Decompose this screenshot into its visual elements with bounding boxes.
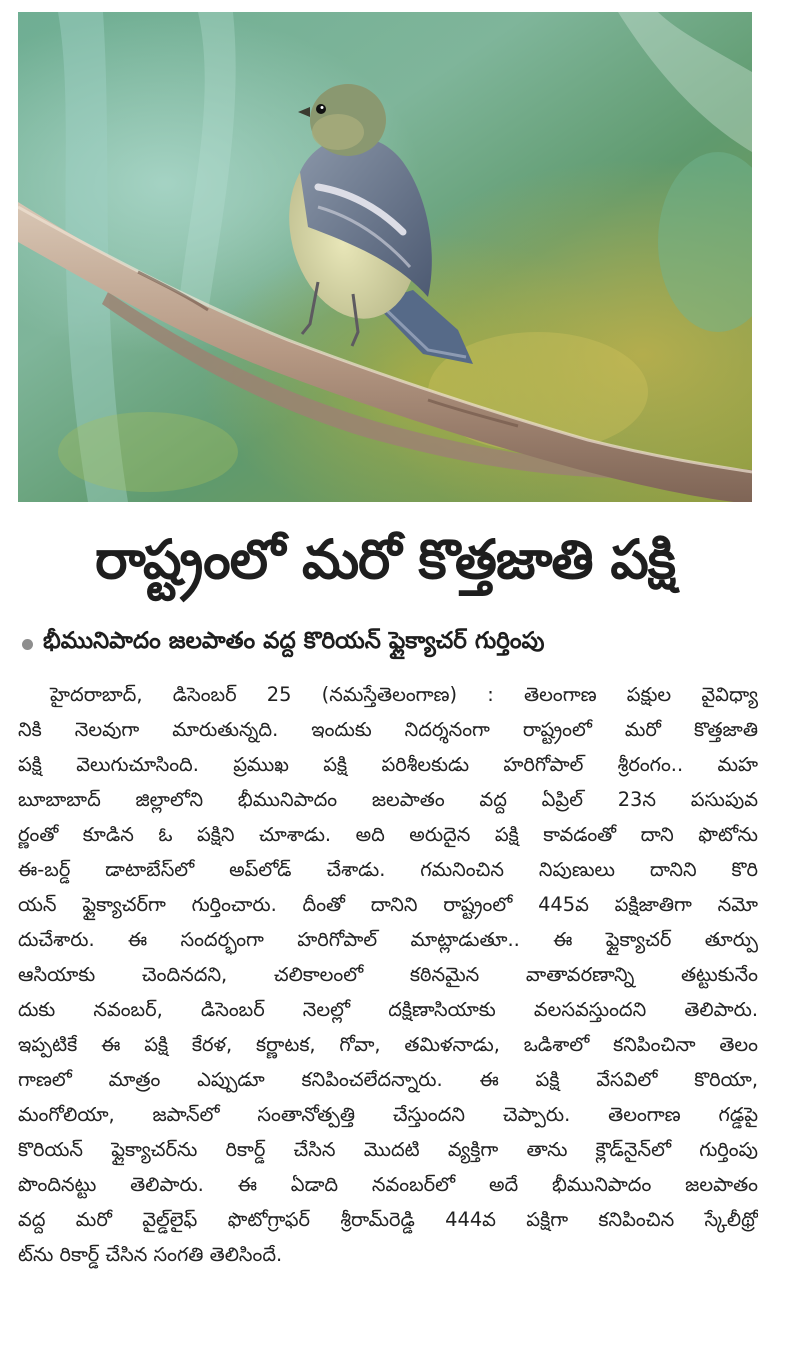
- body-line: దుకు నవంబర్, డిసెంబర్ నెలల్లో దక్షిణాసియాకు వలసవస్తుందని తెలిపారు.: [18, 998, 758, 1021]
- body-line: వద్ద మరో వైల్డ్‌లైఫ్ ఫొటోగ్రాఫర్ శ్రీరామ్‌రెడ్డి 444వ పక్షిగా కనిపించిన స్కేలీథ్రో: [18, 1208, 758, 1231]
- body-line-last: ట్‌ను రికార్డ్ చేసిన సంగతి తెలిసిందే.: [18, 1243, 283, 1266]
- body-line: ర్ణంతో కూడిన ఓ పక్షిని చూశాడు. అది అరుదైన పక్షి కావడంతో దాని ఫొటోను: [18, 823, 758, 846]
- article-body: [18, 677, 758, 1272]
- body-line: ఇప్పటికే ఈ పక్షి కేరళ, కర్ణాటక, గోవా, తమిళనాడు, ఒడిశాలో కనిపించినా తెలం: [18, 1033, 758, 1056]
- body-line: దుచేశారు. ఈ సందర్భంగా హరిగోపాల్ మాట్లాడుతూ.. ఈ ఫ్లైక్యాచర్ తూర్పు: [18, 928, 758, 951]
- body-line: హైదరాబాద్, డిసెంబర్ 25 (నమస్తేతెలంగాణ) : తెలంగాణ పక్షుల వైవిధ్యా: [50, 683, 758, 706]
- body-line: పక్షి వెలుగుచూసింది. ప్రముఖ పక్షి పరిశీలకుడు హరిగోపాల్ శ్రీరంగం.. మహ: [18, 753, 758, 776]
- subheadline-text: భీమునిపాదం జలపాతం వద్ద కొరియన్ ఫ్లైక్యాచర్ గుర్తింపు: [43, 628, 545, 654]
- body-line: ఆసియాకు చెందినదని, చలికాలంలో కఠినమైన వాతావరణాన్ని తట్టుకునేం: [18, 963, 758, 986]
- article-subheadline: [18, 622, 758, 666]
- body-line: గాణలో మాత్రం ఎప్పుడూ కనిపించలేదన్నారు. ఈ పక్షి వేసవిలో కొరియా,: [18, 1068, 758, 1091]
- article-headline: రాష్ట్రంలో మరో కొత్తజాతి పక్షి: [95, 527, 675, 591]
- body-line: కొరియన్ ఫ్లైక్యాచర్‌ను రికార్డ్ చేసిన మొదటి వ్యక్తిగా తాను క్లౌడ్‌నైన్‌లో గుర్తింపు: [18, 1138, 758, 1161]
- bullet-icon: [22, 639, 33, 650]
- article-photo-bird: [18, 12, 752, 502]
- body-line: నికి నెలవుగా మారుతున్నది. ఇందుకు నిదర్శనంగా రాష్ట్రంలో మరో కొత్తజాతి: [18, 718, 758, 741]
- body-line: పొందినట్టు తెలిపారు. ఈ ఏడాది నవంబర్‌లో అదే భీమునిపాదం జలపాతం: [18, 1173, 758, 1196]
- body-line: ఈ-బర్డ్ డాటాబేస్‌లో అప్‌లోడ్ చేశాడు. గమనించిన నిపుణులు దానిని కొరి: [18, 858, 758, 881]
- body-line: బూబాబాద్ జిల్లాలోని భీమునిపాదం జలపాతం వద్ద ఏప్రిల్ 23న పసుపువ: [18, 788, 758, 811]
- bird-on-branch-illustration: [18, 12, 752, 502]
- body-line: మంగోలియా, జపాన్‌లో సంతానోత్పత్తి చేస్తుందని చెప్పారు. తెలంగాణ గడ్డపై: [18, 1103, 758, 1126]
- body-line: యన్ ఫ్లైక్యాచర్‌గా గుర్తించారు. దీంతో దానిని రాష్ట్రంలో 445వ పక్షిజాతిగా నమో: [18, 893, 758, 916]
